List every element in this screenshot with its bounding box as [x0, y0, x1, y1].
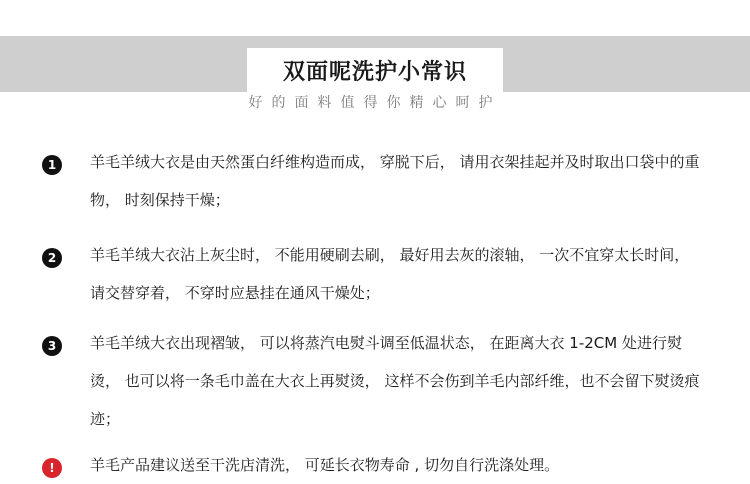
- title-box: [247, 48, 503, 92]
- number-3-icon: 3: [42, 336, 62, 356]
- care-item-text: 羊毛产品建议送至干洗店清洗， 可延长衣物寿命 , 切勿自行洗涤处理。: [90, 456, 560, 474]
- care-item-text: 羊毛羊绒大衣沾上灰尘时， 不能用硬刷去刷， 最好用去灰的滚轴， 一次不宜穿太长时间， 请交替穿着， 不穿时应悬挂在通风干燥处；: [90, 246, 690, 302]
- number-1-icon: 1: [42, 155, 62, 175]
- page-subtitle: 好的面料值得你精心呵护: [248, 95, 502, 111]
- page-title: 双面呢洗护小常识: [282, 59, 467, 85]
- care-item-text: 羊毛羊绒大衣是由天然蛋白纤维构造而成， 穿脱下后， 请用衣架挂起并及时取出口袋中的重物， 时刻保持干燥；: [90, 153, 700, 209]
- care-item-text: 羊毛羊绒大衣出现褶皱， 可以将蒸汽电熨斗调至低温状态， 在距离大衣 1-2CM 处进行熨烫， 也可以将一条毛巾盖在大衣上再熨烫， 这样不会伤到羊毛内部纤维，也不会留下熨烫痕迹；: [90, 334, 700, 428]
- exclamation-icon: !: [42, 458, 62, 478]
- header-band: [0, 36, 750, 111]
- number-2-icon: 2: [42, 248, 62, 268]
